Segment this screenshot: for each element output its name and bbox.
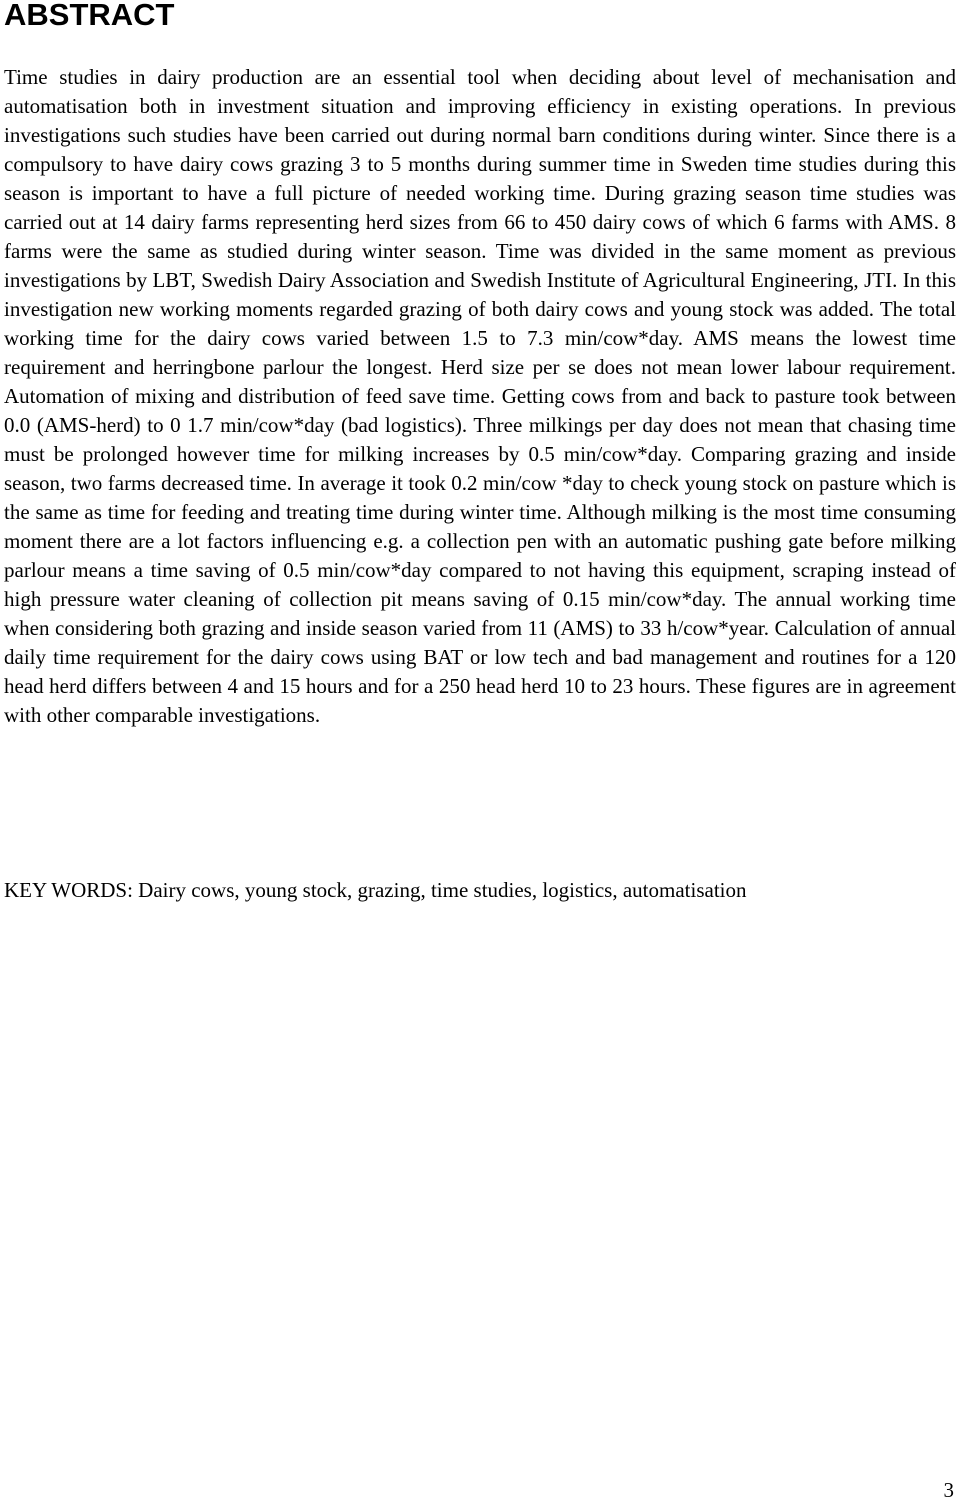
section-heading: ABSTRACT bbox=[4, 0, 175, 32]
keywords-line: KEY WORDS: Dairy cows, young stock, grazing, time studies, logistics, automatisation bbox=[4, 878, 747, 902]
abstract-paragraph: Time studies in dairy production are an essential tool when deciding about level of mechanisation and automatisation both in investment situation and improving efficiency in existing operations. In previous investigations such studies have been carried out during normal barn conditions during winter. Since there is a compulsory to have dairy cows grazing 3 to 5 months during summer time in Sweden time studies during this season is important to have a full picture of needed working time. During grazing season time studies was carried out at 14 dairy farms representing herd sizes from 66 to 450 dairy cows of which 6 farms with AMS. 8 farms were the same as studied during winter season. Time was divided in the same moment as previous investigations by LBT, Swedish Dairy Association and Swedish Institute of Agricultural Engineering, JTI. In this investigation new working moments regarded grazing of both dairy cows and young stock was added. The total working time for the dairy cows varied between 1.5 to 7.3 min/cow*day. AMS means the lowest time requirement and herringbone parlour the longest. Herd size per se does not mean lower labour requirement. Automation of mixing and distribution of feed save time. Getting cows from and back to pasture took between 0.0 (AMS-herd) to 0 1.7 min/cow*day (bad logistics). Three milkings per day does not mean that chasing time must be prolonged however time for milking increases by 0.5 min/cow*day. Comparing grazing and inside season, two farms decreased time. In average it took 0.2 min/cow *day to check young stock on pasture which is the same as time for feeding and treating time during winter time. Although milking is the most time consuming moment there are a lot factors influencing e.g. a collection pen with an automatic pushing gate before milking parlour means a time saving of 0.5 min/cow*day compared to not having this equipment, scraping instead of high pressure water cleaning of collection pit means saving of 0.15 min/cow*day. The annual working time when considering both grazing and inside season varied from 11 (AMS) to 33 h/cow*year. Calculation of annual daily time requirement for the dairy cows using BAT or low tech and bad management and routines for a 120 head herd differs between 4 and 15 hours and for a 250 head herd 10 to 23 hours. These figures are in agreement with other comparable investigations. bbox=[4, 65, 956, 727]
page-number: 3 bbox=[943, 1478, 954, 1502]
